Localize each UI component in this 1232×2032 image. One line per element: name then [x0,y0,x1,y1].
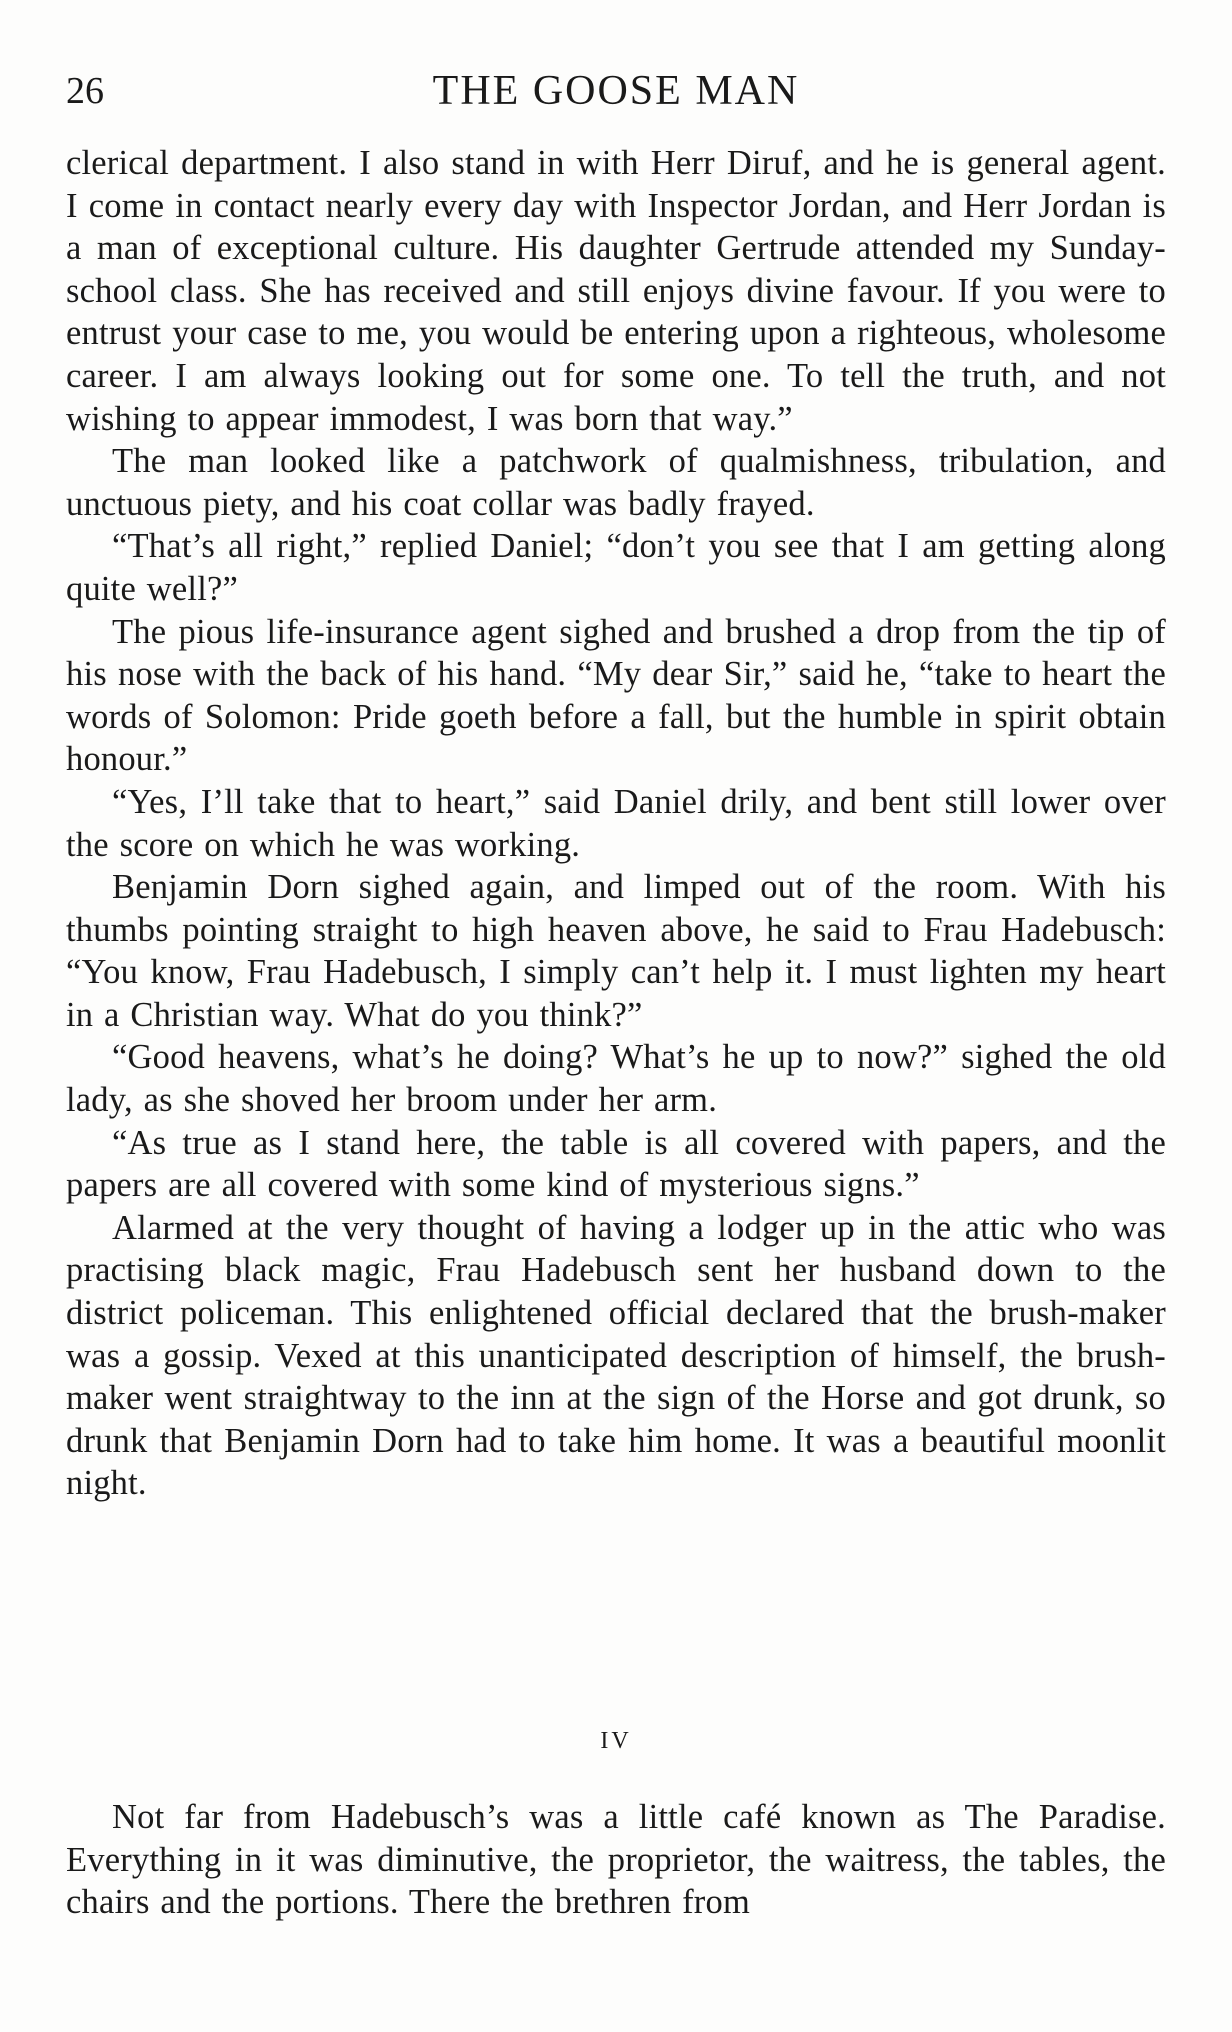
paragraph: clerical department. I also stand in with Herr Diruf, and he is general agent. I come in contact nearly every day with Inspector Jordan, and Herr Jordan is a man of exceptional culture. His daughter Gertrude attended my Sunday-school class. She has received and still enjoys divine favour. If you were to entrust your case to me, you would be entering upon a righteous, wholesome career. I am always looking out for some one. To tell the truth, and not wishing to appear immodest, I was born that way.” [66,144,1166,438]
running-head [66,66,1166,116]
paragraph: “Yes, I’ll take that to heart,” said Daniel drily, and bent still lower over the score on which he was working. [66,782,1166,864]
paragraph: Alarmed at the very thought of having a lodger up in the attic who was practising black magic, Frau Hadebusch sent her husband down to the district policeman. This enlightened official declared that the brush-maker was a gossip. Vexed at this unanticipated description of himself, the brush-maker went straightway to the inn at the sign of the Horse and got drunk, so drunk that Benjamin Dorn had to take him home. It was a beautiful moonlit night. [66,1208,1166,1503]
paragraph: “That’s all right,” replied Daniel; “don’t you see that I am getting along quite well?” [66,527,1166,608]
paragraph: “Good heavens, what’s he doing? What’s he up to now?” sighed the old lady, as she shoved her broom under her arm. [66,1038,1166,1120]
paragraph: “As true as I stand here, the table is all covered with papers, and the papers are all covered with some kind of mysterious signs.” [66,1123,1166,1205]
paragraph: The pious life-insurance agent sighed and brushed a drop from the tip of his nose with the back of his hand. “My dear Sir,” said he, “take to heart the words of Solomon: Pride goeth before a fall, but the humble in spirit obtain honour.” [66,612,1166,779]
book-title: THE GOOSE MAN [432,68,800,114]
paragraph: Benjamin Dorn sighed again, and limped out of the room. With his thumbs pointing straight to high heaven above, he said to Frau Hadebusch: “You know, Frau Hadebusch, I simply can’t help it. I must lighten my heart in a Christian way. What do you think?” [66,868,1166,1034]
section-heading: IV [600,1728,632,1754]
paragraph: The man looked like a patchwork of qualmishness, tribulation, and unctuous piety, and his coat collar was badly frayed. [66,442,1166,523]
chapter-body [66,142,1166,1505]
page-number: 26 [66,70,104,112]
paragraph: Not far from Hadebusch’s was a little café known as The Paradise. Everything in it was diminutive, the proprietor, the waitress, the tables, the chairs and the portions. There the brethren from [66,1798,1166,1922]
section-body [66,1796,1166,1924]
